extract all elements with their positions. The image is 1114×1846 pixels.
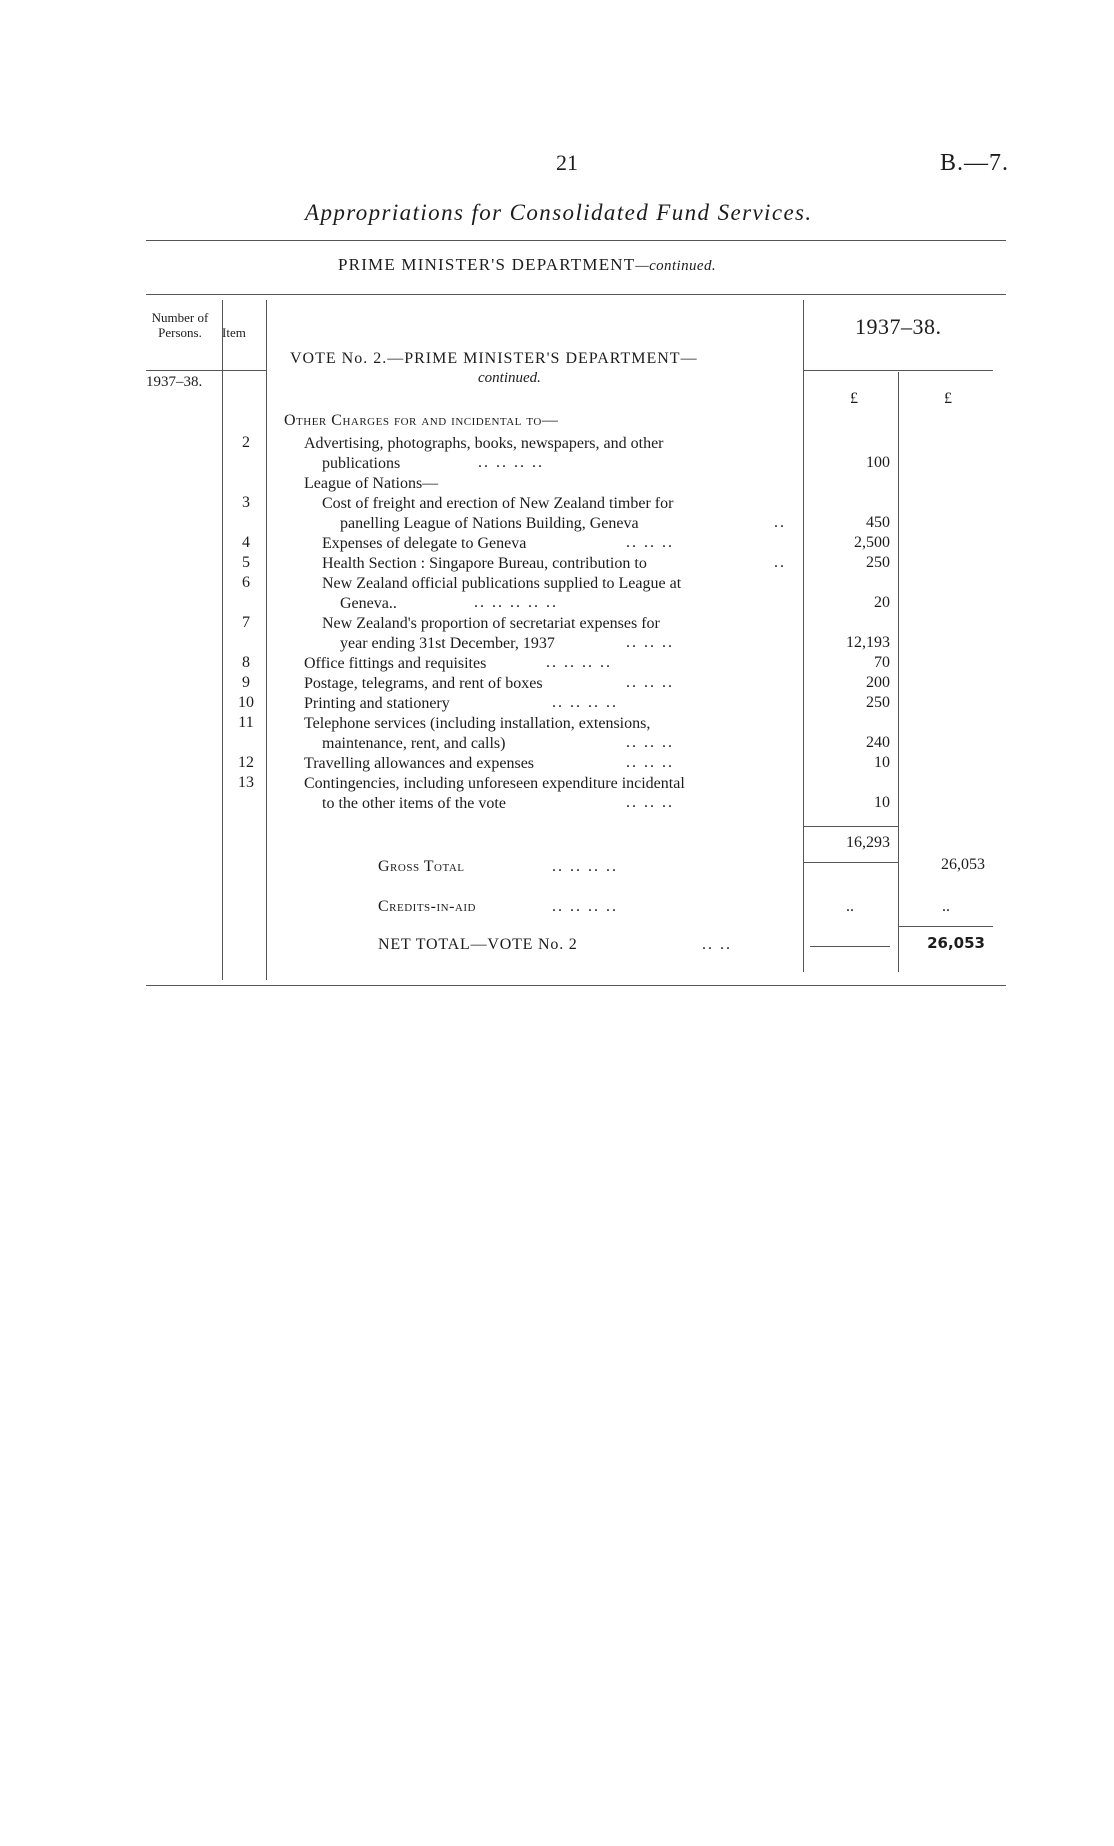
item-description-cont: maintenance, rent, and calls) bbox=[322, 735, 506, 752]
currency-symbol-totals: £ bbox=[944, 390, 952, 407]
item-amount: 240 bbox=[866, 734, 890, 751]
header-item: Item bbox=[222, 325, 246, 340]
item-amount: 20 bbox=[874, 594, 890, 611]
leader-dots: .. .. bbox=[702, 936, 732, 953]
item-description: Health Section : Singapore Bureau, contribution to bbox=[322, 555, 647, 572]
credits-in-aid-amount: .. bbox=[846, 898, 854, 915]
item-number: 11 bbox=[238, 714, 254, 731]
department-continued: —continued. bbox=[635, 258, 716, 274]
leader-dots: .. .. .. .. bbox=[552, 898, 618, 915]
leader-dots: .. .. .. bbox=[626, 794, 674, 811]
item-number: 6 bbox=[242, 574, 250, 591]
net-total-amount: 26,053 bbox=[927, 934, 985, 952]
vote-continued: continued. bbox=[478, 370, 541, 386]
item-description: Advertising, photographs, books, newspapers, and other bbox=[304, 435, 664, 452]
item-number: 5 bbox=[242, 554, 250, 571]
subtotal-rule-bottom bbox=[803, 862, 898, 863]
item-description: Postage, telegrams, and rent of boxes bbox=[304, 675, 543, 692]
item-amount: 12,193 bbox=[846, 634, 890, 651]
item-amount: 70 bbox=[874, 654, 890, 671]
leader-dots: .. .. .. bbox=[626, 634, 674, 651]
department-name: PRIME MINISTER'S DEPARTMENT bbox=[338, 255, 636, 274]
document-reference: B.—7. bbox=[940, 150, 1010, 176]
credits-in-aid-label: Credits-in-aid bbox=[378, 898, 476, 915]
item-amount: 2,500 bbox=[854, 534, 890, 551]
gross-total-label: Gross Total bbox=[378, 858, 465, 875]
item-description: Printing and stationery bbox=[304, 695, 450, 712]
col-divider-total bbox=[898, 372, 899, 972]
item-description: League of Nations— bbox=[304, 475, 439, 492]
item-description-cont: publications bbox=[322, 455, 401, 472]
item-number: 4 bbox=[242, 534, 250, 551]
title-rule bbox=[146, 240, 1006, 241]
leader-dots: .. bbox=[774, 514, 786, 531]
item-description: Contingencies, including unforeseen expenditure incidental bbox=[304, 775, 685, 792]
item-number: 10 bbox=[238, 694, 254, 711]
item-amount: 450 bbox=[866, 514, 890, 531]
header-rule-right bbox=[803, 370, 993, 371]
header-rule-left bbox=[146, 370, 266, 371]
leader-dots: .. .. .. .. bbox=[552, 694, 618, 711]
item-amount: 250 bbox=[866, 554, 890, 571]
item-description-cont: to the other items of the vote bbox=[322, 795, 506, 812]
leader-dots: .. bbox=[774, 554, 786, 571]
item-number: 9 bbox=[242, 674, 250, 691]
item-description: New Zealand's proportion of secretariat expenses for bbox=[322, 615, 660, 632]
item-number: 13 bbox=[238, 774, 254, 791]
item-description: Office fittings and requisites bbox=[304, 655, 487, 672]
item-amount: 200 bbox=[866, 674, 890, 691]
leader-dots: .. .. .. .. .. bbox=[474, 594, 558, 611]
header-year-persons: 1937–38. bbox=[146, 374, 203, 390]
item-amount: 250 bbox=[866, 694, 890, 711]
subtotal-amount: 16,293 bbox=[846, 834, 890, 851]
leader-dots: .. .. .. bbox=[626, 674, 674, 691]
col-divider-item bbox=[266, 300, 267, 980]
item-description: Cost of freight and erection of New Zealand timber for bbox=[322, 495, 674, 512]
leader-dots: .. .. .. .. bbox=[552, 858, 618, 875]
leader-dots: .. .. .. bbox=[626, 534, 674, 551]
currency-symbol-items: £ bbox=[850, 390, 858, 407]
table-bottom-rule bbox=[146, 985, 1006, 986]
page-title: Appropriations for Consolidated Fund Services. bbox=[305, 200, 813, 225]
net-rule-top bbox=[898, 926, 993, 927]
section-heading: Other Charges for and incidental to— bbox=[284, 412, 559, 429]
table-top-rule bbox=[146, 294, 1006, 295]
header-number-of-persons: Number of Persons. bbox=[151, 310, 209, 340]
item-description-cont: Geneva.. bbox=[340, 595, 397, 612]
leader-dots: .. .. .. bbox=[626, 734, 674, 751]
item-description: Travelling allowances and expenses bbox=[304, 755, 535, 772]
department-heading bbox=[338, 255, 716, 275]
subtotal-rule-top bbox=[803, 826, 898, 827]
item-number: 12 bbox=[238, 754, 254, 771]
page-number: 21 bbox=[556, 150, 578, 175]
net-rule-amount bbox=[810, 946, 890, 947]
header-year-amount: 1937–38. bbox=[855, 314, 942, 339]
item-amount: 10 bbox=[874, 754, 890, 771]
item-description: Telephone services (including installation, extensions, bbox=[304, 715, 651, 732]
item-number: 3 bbox=[242, 494, 250, 511]
vote-title: VOTE No. 2.—PRIME MINISTER'S DEPARTMENT— bbox=[290, 350, 698, 367]
item-description: New Zealand official publications supplied to League at bbox=[322, 575, 682, 592]
item-number: 7 bbox=[242, 614, 250, 631]
gross-total-amount: 26,053 bbox=[941, 856, 985, 873]
item-description-cont: panelling League of Nations Building, Geneva bbox=[340, 515, 639, 532]
item-description-cont: year ending 31st December, 1937 bbox=[340, 635, 555, 652]
item-number: 8 bbox=[242, 654, 250, 671]
credits-in-aid-total: .. bbox=[942, 898, 950, 915]
col-divider-amount bbox=[803, 300, 804, 972]
net-total-label: NET TOTAL—VOTE No. 2 bbox=[378, 936, 578, 953]
item-amount: 10 bbox=[874, 794, 890, 811]
item-amount: 100 bbox=[866, 454, 890, 471]
leader-dots: .. .. .. .. bbox=[478, 454, 544, 471]
item-number: 2 bbox=[242, 434, 250, 451]
leader-dots: .. .. .. bbox=[626, 754, 674, 771]
item-description: Expenses of delegate to Geneva bbox=[322, 535, 527, 552]
col-divider-persons bbox=[222, 300, 223, 980]
leader-dots: .. .. .. .. bbox=[546, 654, 612, 671]
